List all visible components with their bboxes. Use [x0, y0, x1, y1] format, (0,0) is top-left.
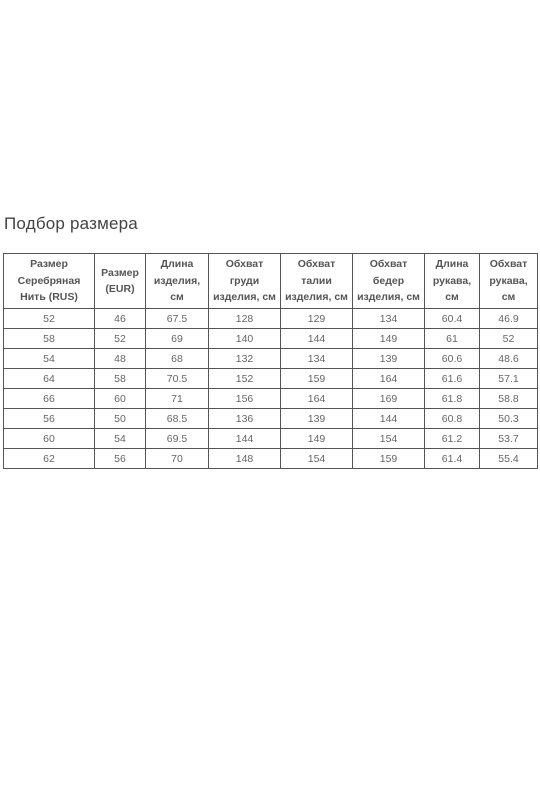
cell-chest: 128: [209, 309, 281, 329]
cell-sleeve-length: 61.8: [425, 389, 480, 409]
header-sleeve-girth: Обхват рукава, см: [480, 254, 538, 309]
cell-length: 70: [146, 449, 209, 469]
cell-sleeve-girth: 46.9: [480, 309, 538, 329]
cell-chest: 148: [209, 449, 281, 469]
cell-waist: 144: [281, 329, 353, 349]
cell-sleeve-length: 61.2: [425, 429, 480, 449]
cell-hips: 159: [353, 449, 425, 469]
cell-sleeve-length: 60.6: [425, 349, 480, 369]
cell-length: 67.5: [146, 309, 209, 329]
header-length: Длина изделия, см: [146, 254, 209, 309]
cell-size-rus: 56: [4, 409, 95, 429]
cell-size-eur: 50: [95, 409, 146, 429]
cell-length: 69.5: [146, 429, 209, 449]
cell-size-rus: 62: [4, 449, 95, 469]
cell-sleeve-girth: 53.7: [480, 429, 538, 449]
cell-hips: 154: [353, 429, 425, 449]
table-header-row: [4, 254, 538, 309]
header-chest: Обхват груди изделия, см: [209, 254, 281, 309]
cell-waist: 159: [281, 369, 353, 389]
cell-hips: 164: [353, 369, 425, 389]
cell-size-eur: 48: [95, 349, 146, 369]
cell-sleeve-girth: 55.4: [480, 449, 538, 469]
cell-hips: 169: [353, 389, 425, 409]
cell-size-rus: 58: [4, 329, 95, 349]
cell-hips: 134: [353, 309, 425, 329]
header-waist: Обхват талии изделия, см: [281, 254, 353, 309]
cell-chest: 156: [209, 389, 281, 409]
table-row: [4, 389, 538, 409]
cell-length: 70.5: [146, 369, 209, 389]
cell-chest: 144: [209, 429, 281, 449]
table-row: [4, 409, 538, 429]
cell-hips: 139: [353, 349, 425, 369]
header-size-rus: Размер Серебряная Нить (RUS): [4, 254, 95, 309]
cell-size-eur: 54: [95, 429, 146, 449]
size-table: [3, 253, 538, 469]
cell-sleeve-girth: 57.1: [480, 369, 538, 389]
cell-sleeve-length: 60.4: [425, 309, 480, 329]
cell-size-rus: 54: [4, 349, 95, 369]
table-row: [4, 309, 538, 329]
cell-size-eur: 56: [95, 449, 146, 469]
cell-waist: 134: [281, 349, 353, 369]
cell-waist: 139: [281, 409, 353, 429]
cell-size-eur: 46: [95, 309, 146, 329]
table-row: [4, 349, 538, 369]
cell-waist: 164: [281, 389, 353, 409]
cell-size-rus: 66: [4, 389, 95, 409]
cell-waist: 154: [281, 449, 353, 469]
cell-sleeve-girth: 48.6: [480, 349, 538, 369]
cell-chest: 152: [209, 369, 281, 389]
header-hips: Обхват бедер изделия, см: [353, 254, 425, 309]
page-title: Подбор размера: [4, 214, 138, 233]
cell-chest: 132: [209, 349, 281, 369]
cell-sleeve-girth: 50.3: [480, 409, 538, 429]
cell-length: 71: [146, 389, 209, 409]
cell-size-eur: 60: [95, 389, 146, 409]
cell-chest: 140: [209, 329, 281, 349]
cell-sleeve-girth: 58.8: [480, 389, 538, 409]
cell-length: 68.5: [146, 409, 209, 429]
cell-size-eur: 52: [95, 329, 146, 349]
header-sleeve-length: Длина рукава, см: [425, 254, 480, 309]
cell-size-rus: 64: [4, 369, 95, 389]
table-row: [4, 329, 538, 349]
cell-sleeve-length: 61.4: [425, 449, 480, 469]
cell-sleeve-girth: 52: [480, 329, 538, 349]
cell-sleeve-length: 60.8: [425, 409, 480, 429]
cell-waist: 129: [281, 309, 353, 329]
cell-size-eur: 58: [95, 369, 146, 389]
cell-size-rus: 52: [4, 309, 95, 329]
cell-chest: 136: [209, 409, 281, 429]
cell-hips: 144: [353, 409, 425, 429]
table-row: [4, 369, 538, 389]
table-row: [4, 449, 538, 469]
cell-size-rus: 60: [4, 429, 95, 449]
cell-sleeve-length: 61: [425, 329, 480, 349]
table-row: [4, 429, 538, 449]
cell-length: 68: [146, 349, 209, 369]
cell-hips: 149: [353, 329, 425, 349]
cell-length: 69: [146, 329, 209, 349]
cell-sleeve-length: 61.6: [425, 369, 480, 389]
cell-waist: 149: [281, 429, 353, 449]
header-size-eur: Размер (EUR): [95, 254, 146, 309]
